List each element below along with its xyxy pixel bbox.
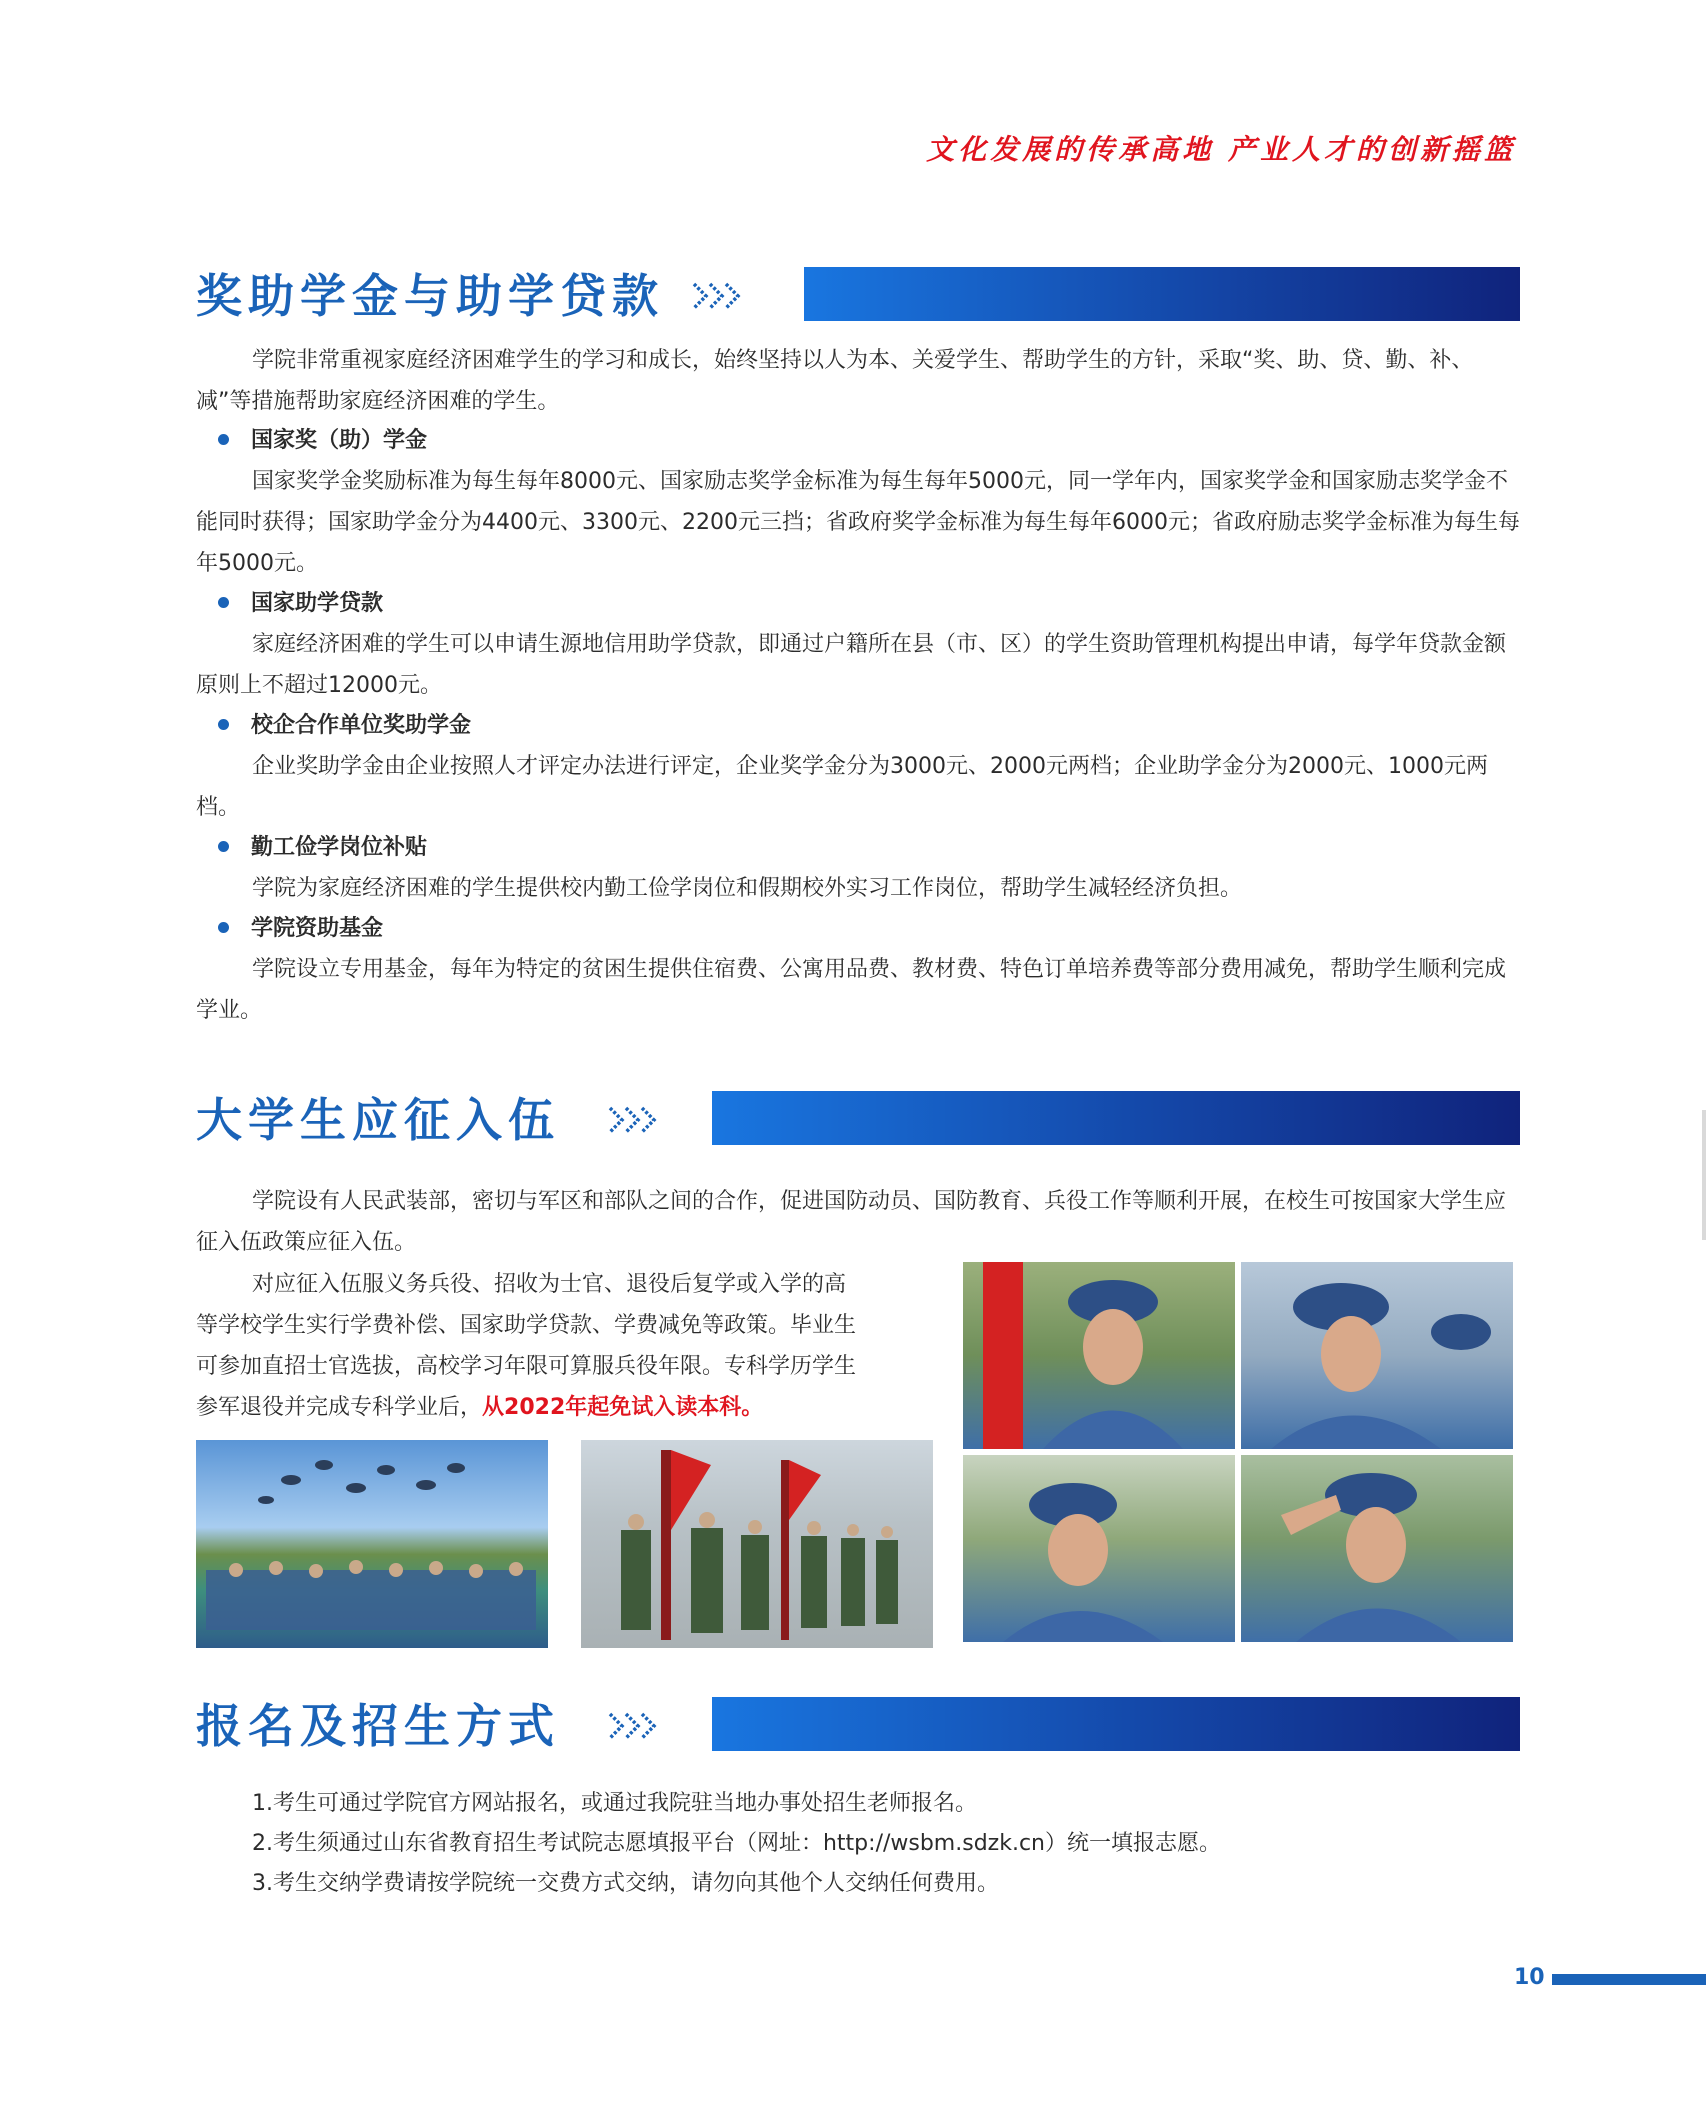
page-edge-mark (1702, 1110, 1706, 1240)
enlistment-intro: 学院设有人民武装部，密切与军区和部队之间的合作，促进国防动员、国防教育、兵役工作等顺利开展，在校生可按国家大学生应征入伍政策应征入伍。 (196, 1189, 1507, 1255)
bullet-text: 学院设立专用基金，每年为特定的贫困生提供住宿费、公寓用品费、教材费、特色订单培养费等部分费用减免，帮助学生顺利完成学业。 (196, 957, 1507, 1023)
policy-line: 对应征入伍服义务兵役、招收为士官、退役后复学或入学的高 (252, 1272, 847, 1297)
section-header-enrollment (196, 1694, 1520, 1758)
enrollment-item: 2.考生须通过山东省教育招生考试院志愿填报平台（网址：http://wsbm.sdzk.cn）统一填报志愿。 (252, 1831, 1221, 1856)
section-header-scholarships (196, 264, 1520, 328)
page-number: 10 (1514, 1965, 1545, 1990)
page-number-bar (1552, 1974, 1706, 1985)
photo-recruit-3 (963, 1455, 1235, 1642)
bullet-heading: 学院资助基金 (218, 908, 383, 949)
chevron-arrows-icon (690, 276, 750, 316)
photo-recruit-2 (1241, 1262, 1513, 1449)
photo-recruit-4 (1241, 1455, 1513, 1642)
scholarship-intro: 学院非常重视家庭经济困难学生的学习和成长，始终坚持以人为本、关爱学生、帮助学生的方针，采取“奖、助、贷、勤、补、减”等措施帮助家庭经济困难的学生。 (196, 348, 1474, 414)
policy-highlight: 从2022年起免试入读本科。 (482, 1395, 764, 1420)
chevron-arrows-icon (606, 1100, 666, 1140)
bullet-heading: 国家奖（助）学金 (218, 420, 427, 461)
bullet-dot-icon (218, 719, 229, 730)
bullet-dot-icon (218, 434, 229, 445)
bullet-text: 学院为家庭经济困难的学生提供校内勤工俭学岗位和假期校外实习工作岗位，帮助学生减轻经济负担。 (252, 876, 1243, 901)
chevron-arrows-icon (606, 1706, 666, 1746)
section-title: 奖助学金与助学贷款 (196, 269, 664, 323)
enlistment-policy (196, 1264, 936, 1428)
section-title-bar (712, 1091, 1520, 1145)
enrollment-item: 3.考生交纳学费请按学院统一交费方式交纳，请勿向其他个人交纳任何费用。 (252, 1871, 999, 1896)
bullet-heading: 校企合作单位奖助学金 (218, 705, 471, 746)
bullet-text: 企业奖助学金由企业按照人才评定办法进行评定，企业奖学金分为3000元、2000元两档；企业助学金分为2000元、1000元两档。 (196, 754, 1488, 820)
bullet-heading: 国家助学贷款 (218, 583, 383, 624)
bullet-dot-icon (218, 597, 229, 608)
bullet-text: 家庭经济困难的学生可以申请生源地信用助学贷款，即通过户籍所在县（市、区）的学生资助管理机构提出申请，每学年贷款金额原则上不超过12000元。 (196, 632, 1507, 698)
photo-recruit-1 (963, 1262, 1235, 1449)
policy-line: 等学校学生实行学费补偿、国家助学贷款、学费减免等政策。毕业生 (196, 1313, 857, 1338)
section-title: 大学生应征入伍 (196, 1093, 560, 1147)
bullet-text: 国家奖学金奖励标准为每生每年8000元、国家励志奖学金标准为每生每年5000元，同一学年内，国家奖学金和国家励志奖学金不能同时获得；国家助学金分为4400元、3300元、2200元三挡；省政府奖学金标准为每生每年6000元；省政府励志奖学金标准为每生每年5000元。 (196, 469, 1520, 576)
photo-honor-guard (581, 1440, 933, 1648)
header-slogan: 文化发展的传承高地 产业人才的创新摇篮 (926, 133, 1516, 166)
policy-line: 参军退役并完成专科学业后， (196, 1395, 483, 1420)
enrollment-item: 1.考生可通过学院官方网站报名，或通过我院驻当地办事处招生老师报名。 (252, 1791, 977, 1816)
photo-cap-toss (196, 1440, 548, 1648)
bullet-dot-icon (218, 841, 229, 852)
section-header-enlistment (196, 1088, 1520, 1152)
section-title-bar (712, 1697, 1520, 1751)
section-title-bar (804, 267, 1520, 321)
bullet-dot-icon (218, 922, 229, 933)
bullet-heading: 勤工俭学岗位补贴 (218, 827, 427, 868)
policy-line: 可参加直招士官选拔，高校学习年限可算服兵役年限。专科学历学生 (196, 1354, 857, 1379)
section-title: 报名及招生方式 (196, 1699, 560, 1753)
